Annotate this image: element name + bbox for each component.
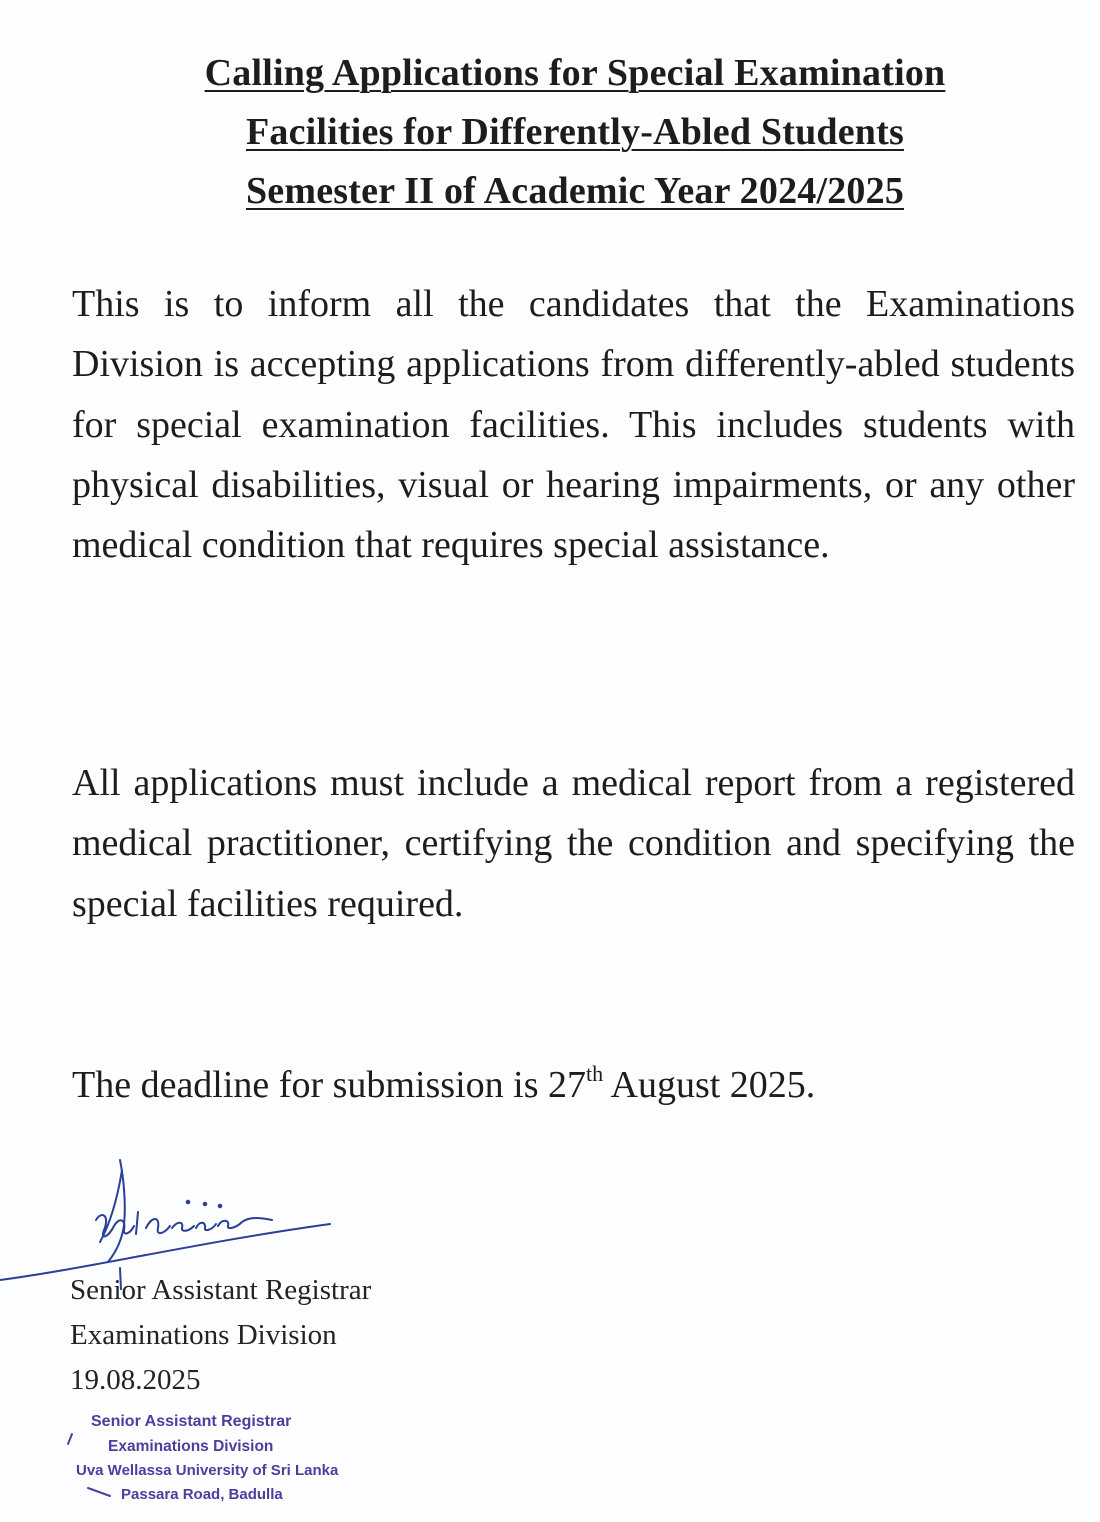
stamp-line-address: Passara Road, Badulla (121, 1486, 283, 1503)
stamp-line-university: Uva Wellassa University of Sri Lanka (76, 1462, 339, 1479)
signatory-date: 19.08.2025 (70, 1364, 201, 1396)
stamp-line-division: Examinations Division (108, 1438, 274, 1455)
title-line-2: Facilities for Differently-Abled Students (245, 111, 904, 153)
paragraph-requirements: All applications must include a medical report from a registered medical practitioner, certifying the condition and specifying the special facilities required. (72, 762, 1075, 925)
paragraph-deadline (72, 1055, 1075, 1115)
official-stamp (58, 1410, 358, 1515)
deadline-superscript: th (585, 1061, 604, 1086)
signatory-division: Examinations Division (70, 1319, 337, 1351)
signatory-designation: Senior Assistant Registrar (70, 1274, 372, 1306)
stamp-line-designation: Senior Assistant Registrar (91, 1413, 292, 1430)
notice-title (0, 44, 1100, 221)
signatory-block (70, 1268, 371, 1403)
paragraph-intro: This is to inform all the candidates that the Examinations Division is accepting applications from differently-abled students for special examination facilities. This includes students with physical disabilities, visual or hearing impairments, or any other medical condition that requires special assistance. (72, 283, 1075, 567)
title-line-3: Semester II of Academic Year 2024/2025 (245, 170, 905, 212)
title-line-1: Calling Applications for Special Examination (204, 52, 946, 94)
deadline-suffix: August 2025. (603, 1064, 816, 1106)
deadline-prefix: The deadline for submission is 27 (72, 1064, 586, 1106)
